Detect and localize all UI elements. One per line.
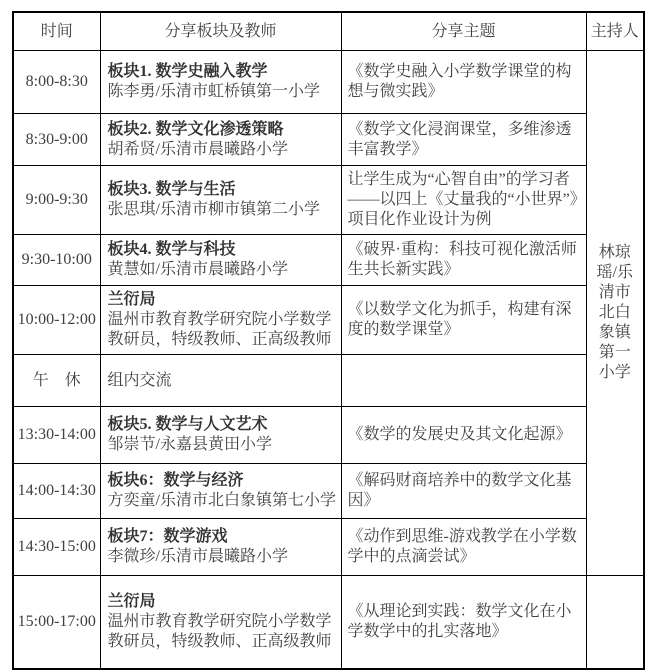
section-teacher-cell bbox=[100, 519, 341, 576]
presenter-text: 方奕童/乐清市北白象镇第七小学 bbox=[107, 492, 336, 509]
section-title: 兰衍局 bbox=[107, 592, 156, 610]
section-title: 板块4. 数学与科技 bbox=[107, 241, 236, 258]
presenter-text: 陈李勇/乐清市虹桥镇第一小学 bbox=[107, 83, 320, 100]
section-teacher-cell bbox=[100, 235, 341, 286]
table-row bbox=[13, 286, 644, 355]
section-teacher-cell bbox=[100, 576, 341, 669]
table-row bbox=[13, 355, 644, 407]
section-teacher-cell bbox=[100, 286, 341, 355]
time-cell: 10:00-12:00 bbox=[13, 286, 100, 355]
section-teacher-cell bbox=[100, 407, 341, 464]
header-time: 时间 bbox=[13, 12, 100, 51]
topic-cell: 让学生成为“心智自由”的学习者——以四上《丈量我的“小世界”》项目化作业设计为例 bbox=[341, 166, 586, 235]
header-section: 分享板块及教师 bbox=[100, 12, 341, 51]
time-cell: 9:30-10:00 bbox=[13, 235, 100, 286]
header-topic: 分享主题 bbox=[341, 12, 586, 51]
section-title: 兰衍局 bbox=[107, 291, 156, 308]
table-row bbox=[13, 576, 644, 669]
time-cell: 14:30-15:00 bbox=[13, 519, 100, 576]
schedule-table bbox=[12, 11, 645, 670]
section-title: 板块6：数学与经济 bbox=[107, 472, 244, 489]
section-title: 板块2. 数学文化渗透策略 bbox=[107, 120, 284, 138]
table-row bbox=[13, 235, 644, 286]
section-title: 板块7：数学游戏 bbox=[107, 528, 228, 545]
presenter-text: 温州市教育教学研究院小学数学教研员，特级教师、正高级教师 bbox=[107, 311, 332, 348]
presenter-text: 邹崇节/永嘉县黄田小学 bbox=[107, 436, 272, 453]
header-host: 主持人 bbox=[586, 12, 644, 51]
time-cell: 13:30-14:00 bbox=[13, 407, 100, 464]
section-title: 板块1. 数学史融入教学 bbox=[107, 63, 268, 80]
time-cell: 9:00-9:30 bbox=[13, 166, 100, 235]
time-cell: 8:00-8:30 bbox=[13, 51, 100, 114]
table-row bbox=[13, 166, 644, 235]
topic-cell: 《数学文化浸润课堂，多维渗透丰富教学》 bbox=[341, 114, 586, 166]
presenter-text: 组内交流 bbox=[107, 371, 172, 389]
section-teacher-cell bbox=[100, 166, 341, 235]
section-teacher-cell bbox=[100, 114, 341, 166]
section-title: 板块5. 数学与人文艺术 bbox=[107, 416, 268, 433]
topic-cell: 《以数学文化为抓手，构建有深度的数学课堂》 bbox=[341, 286, 586, 355]
presenter-text: 胡希贤/乐清市晨曦路小学 bbox=[107, 140, 288, 158]
table-row bbox=[13, 51, 644, 114]
host-empty-cell bbox=[586, 576, 644, 669]
table-row bbox=[13, 407, 644, 464]
time-cell: 15:00-17:00 bbox=[13, 576, 100, 669]
section-teacher-cell bbox=[100, 51, 341, 114]
table-row bbox=[13, 464, 644, 519]
topic-cell: 《破界·重构：科技可视化激活师生共长新实践》 bbox=[341, 235, 586, 286]
section-teacher-cell bbox=[100, 464, 341, 519]
time-cell: 8:30-9:00 bbox=[13, 114, 100, 166]
host-cell: 林琼瑶/乐清市北白象镇第一小学 bbox=[586, 51, 644, 576]
presenter-text: 张思琪/乐清市柳市镇第二小学 bbox=[107, 201, 320, 218]
schedule-body bbox=[13, 51, 644, 669]
presenter-text: 黄慧如/乐清市晨曦路小学 bbox=[107, 261, 288, 278]
schedule-header bbox=[13, 12, 644, 51]
topic-cell: 《数学史融入小学数学课堂的构想与微实践》 bbox=[341, 51, 586, 114]
time-cell: 午 休 bbox=[13, 355, 100, 407]
presenter-text: 李微珍/乐清市晨曦路小学 bbox=[107, 548, 288, 565]
section-teacher-cell bbox=[100, 355, 341, 407]
presenter-text: 温州市教育教学研究院小学数学教研员，特级教师、正高级教师 bbox=[107, 612, 332, 650]
topic-cell: 《从理论到实践：数学文化在小学数学中的扎实落地》 bbox=[341, 576, 586, 669]
header-row bbox=[13, 12, 644, 51]
table-row bbox=[13, 114, 644, 166]
table-row bbox=[13, 519, 644, 576]
topic-cell: 《数学的发展史及其文化起源》 bbox=[341, 407, 586, 464]
topic-cell: 《动作到思维-游戏教学在小学数学中的点滴尝试》 bbox=[341, 519, 586, 576]
time-cell: 14:00-14:30 bbox=[13, 464, 100, 519]
topic-cell bbox=[341, 355, 586, 407]
section-title: 板块3. 数学与生活 bbox=[107, 181, 236, 198]
topic-cell: 《解码财商培养中的数学文化基因》 bbox=[341, 464, 586, 519]
schedule-document bbox=[12, 11, 645, 670]
